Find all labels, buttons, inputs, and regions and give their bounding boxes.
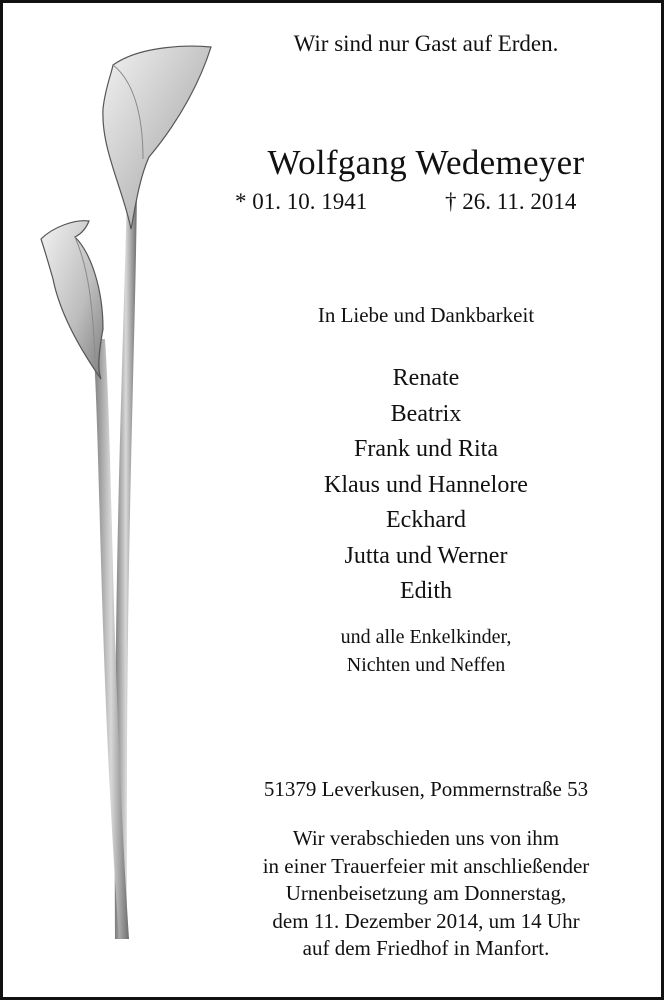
mourner: Renate (392, 365, 460, 391)
birth-date: * 01. 10. 1941 (235, 189, 368, 214)
death-date: † 26. 11. 2014 (445, 189, 577, 214)
address: 51379 Leverkusen, Pommernstraße 53 (263, 777, 589, 801)
mourner: Edith (400, 578, 452, 604)
relatives-line: Nichten und Neffen (346, 654, 506, 676)
mourners-list (221, 361, 631, 610)
mourner: Beatrix (390, 400, 462, 427)
relatives (221, 623, 631, 679)
motto: Wir sind nur Gast auf Erden. (293, 31, 559, 56)
relatives-line: und alle Enkelkinder, (340, 626, 512, 648)
notice-line: in einer Trauerfeier mit anschließender (262, 853, 590, 878)
mourner: Jutta und Werner (344, 542, 508, 569)
dedication: In Liebe und Dankbarkeit (317, 303, 535, 327)
deceased-name: Wolfgang Wedemeyer (267, 143, 585, 182)
funeral-notice (221, 825, 631, 963)
notice-line: dem 11. Dezember 2014, um 14 Uhr (272, 908, 580, 933)
mourner: Eckhard (386, 507, 466, 533)
mourner: Frank und Rita (354, 436, 498, 462)
mourner: Klaus und Hannelore (324, 471, 528, 498)
calla-lily-image (31, 39, 221, 939)
notice-line: Wir verabschieden uns von ihm (292, 826, 560, 850)
notice-line: auf dem Friedhof in Manfort. (302, 936, 550, 960)
notice-line: Urnenbeisetzung am Donnerstag, (285, 881, 567, 905)
